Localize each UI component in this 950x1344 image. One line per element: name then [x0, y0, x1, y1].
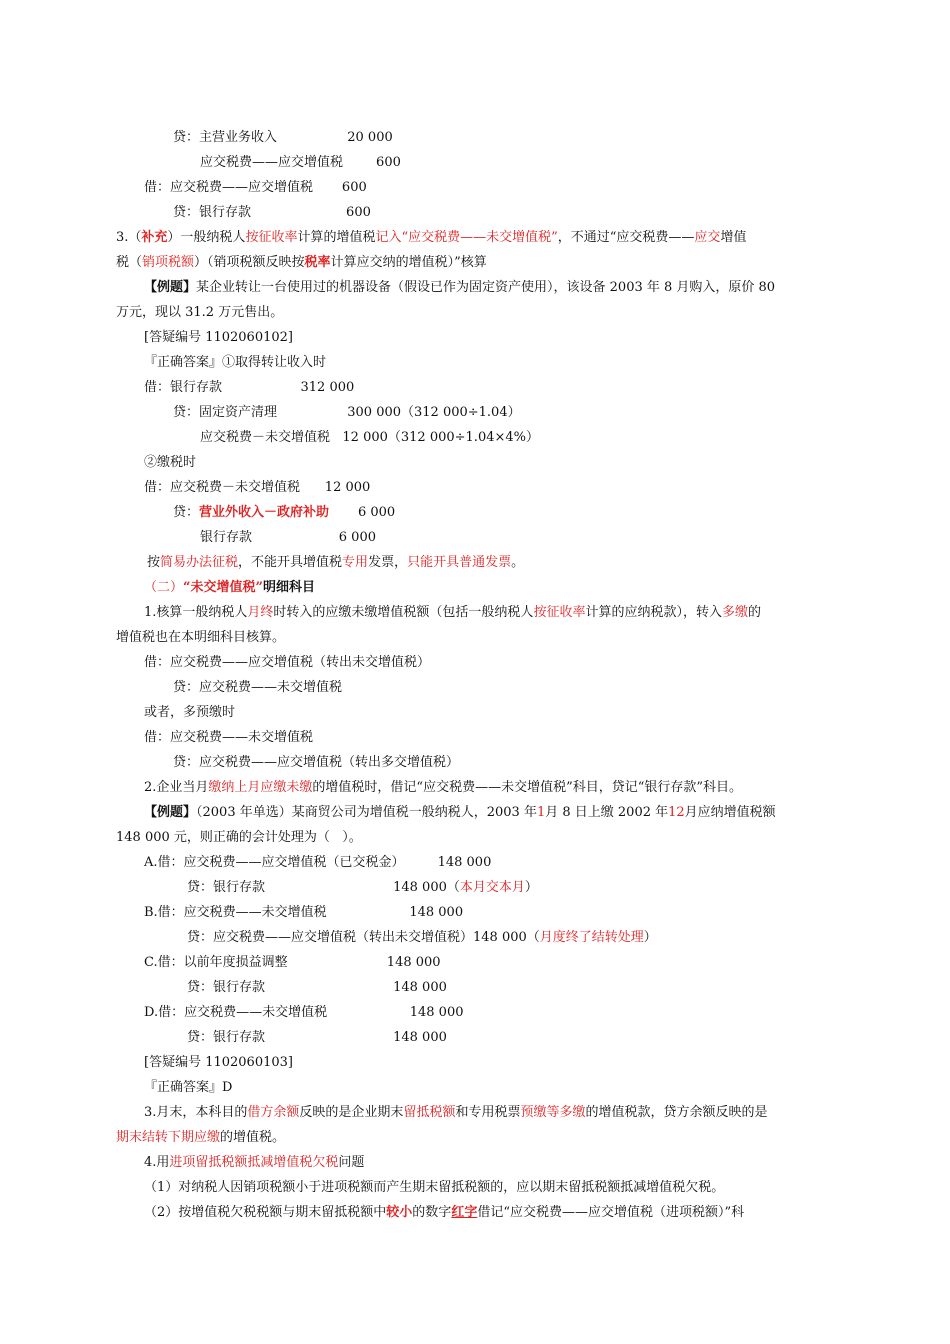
text-run: 某企业转让一台使用过的机器设备（假设已作为固定资产使用），该设备 2003 年 8 月购入，原价 80 — [196, 280, 776, 295]
text-run: ②缴税时 — [144, 455, 197, 470]
text-line — [144, 1054, 293, 1072]
text-run: A.借：应交税费——应交增值税（已交税金） 148 000 — [144, 855, 492, 870]
text-run: ）一般纳税人 — [167, 230, 246, 245]
highlighted-text: 借方余额 — [247, 1105, 300, 1120]
text-line — [144, 279, 775, 297]
text-run: 月 8 日上缴 2002 年 — [545, 805, 669, 820]
text-run: ）（销项税额反映按 — [194, 255, 305, 270]
text-line — [144, 654, 430, 672]
text-line — [147, 554, 524, 572]
text-line — [144, 354, 326, 372]
text-line — [187, 929, 657, 947]
text-run: B.借：应交税费——未交增值税 148 000 — [144, 905, 464, 920]
text-line — [144, 954, 441, 972]
text-run: 或者，多预缴时 — [144, 705, 236, 720]
text-line — [200, 429, 539, 447]
text-run: 万元，现以 31.2 万元售出。 — [116, 305, 284, 320]
text-run: （2003 年单选）某商贸公司为增值税一般纳税人，2003 年 — [196, 805, 537, 820]
highlighted-text: 专用 — [342, 555, 369, 570]
text-line — [144, 854, 491, 872]
highlighted-text: 补充 — [141, 230, 168, 245]
text-run: 贷：应交税费——应交增值税（转出未交增值税）148 000（ — [187, 930, 540, 945]
text-run: 贷：应交税费——应交增值税（转出多交增值税） — [173, 755, 460, 770]
highlighted-text: 销项税额 — [142, 255, 195, 270]
text-line — [144, 479, 370, 497]
text-run: 3.（ — [116, 230, 142, 245]
text-run: 的增值税款，贷方余额反映的是 — [585, 1105, 768, 1120]
text-line — [173, 404, 521, 422]
highlighted-text: 【例题】 — [144, 280, 197, 295]
text-run: 『正确答案』①取得转让收入时 — [144, 355, 327, 370]
highlighted-text: 只能开具普通发票 — [407, 555, 512, 570]
highlighted-text: 12 — [668, 805, 685, 820]
text-line — [144, 329, 293, 347]
highlighted-text: 较小 — [386, 1205, 413, 1220]
text-run: 计算应交纳的增值税）”核算 — [330, 255, 487, 270]
text-line — [144, 179, 367, 197]
text-run: 借：应交税费——应交增值税（转出未交增值税） — [144, 655, 431, 670]
text-run: 月应纳增值税额 — [684, 805, 776, 820]
text-run: 4.用 — [144, 1155, 170, 1170]
text-line — [144, 779, 742, 797]
text-run: 贷：银行存款 148 000（ — [187, 880, 460, 895]
text-run: ） — [524, 880, 538, 895]
text-line — [144, 604, 761, 622]
text-run: 银行存款 6 000 — [200, 530, 376, 545]
text-line — [116, 254, 487, 272]
highlighted-text: 简易办法征税 — [160, 555, 239, 570]
text-line — [173, 504, 395, 522]
text-line — [144, 579, 315, 597]
text-run: 的 — [747, 605, 761, 620]
text-run: 发票， — [368, 555, 408, 570]
highlighted-text: 留抵税额 — [403, 1105, 456, 1120]
highlighted-text: 应交 — [694, 230, 721, 245]
highlighted-text: 记入“应交税费——未交增值税” — [375, 230, 558, 245]
text-run: 。 — [511, 555, 525, 570]
text-run: ） — [643, 930, 657, 945]
text-run: 税（ — [116, 255, 143, 270]
text-run: 借：银行存款 312 000 — [144, 380, 355, 395]
text-run: [答疑编号 1102060103] — [144, 1055, 293, 1070]
text-line — [116, 229, 746, 247]
text-run: 1.核算一般纳税人 — [144, 605, 248, 620]
text-line — [144, 1079, 232, 1097]
text-line — [144, 729, 313, 747]
text-line — [200, 529, 376, 547]
text-run: 计算的增值税 — [297, 230, 376, 245]
text-run: 148 000 元，则正确的会计处理为（ ）。 — [116, 830, 362, 845]
text-run: 应交税费－未交增值税 12 000（312 000÷1.04×4%） — [200, 430, 539, 445]
text-run: 贷：主营业务收入 20 000 — [173, 130, 393, 145]
text-run: 的数字 — [412, 1205, 452, 1220]
text-run: 贷：银行存款 148 000 — [187, 980, 447, 995]
highlighted-text: 进项留抵税额抵减增值税欠税 — [169, 1155, 339, 1170]
text-line — [116, 1129, 285, 1147]
text-run: 时转入的应缴未缴增值税额（包括一般纳税人 — [273, 605, 534, 620]
text-run: 反映的是企业期末 — [299, 1105, 404, 1120]
text-line — [144, 904, 463, 922]
highlighted-text: 按征收率 — [533, 605, 586, 620]
text-line — [144, 1154, 364, 1172]
text-line — [144, 704, 235, 722]
text-run: D.借：应交税费——未交增值税 148 000 — [144, 1005, 464, 1020]
text-line — [116, 304, 283, 322]
text-run: 和专用税票 — [455, 1105, 521, 1120]
text-run: 借：应交税费——应交增值税 600 — [144, 180, 367, 195]
text-run: 2.企业当月 — [144, 780, 209, 795]
highlighted-text: 月终 — [247, 605, 274, 620]
text-run: 增值税也在本明细科目核算。 — [116, 630, 286, 645]
highlighted-text: 月度终了结转处理 — [539, 930, 644, 945]
highlighted-text: 多缴 — [721, 605, 748, 620]
text-line — [144, 1104, 768, 1122]
text-run: 借：应交税费——未交增值税 — [144, 730, 314, 745]
highlighted-text: 预缴等多缴 — [520, 1105, 586, 1120]
text-line — [173, 679, 342, 697]
highlighted-text: “未交增值税” — [183, 580, 263, 595]
highlighted-text: 营业外收入－政府补助 — [199, 505, 330, 520]
text-line — [200, 154, 401, 172]
text-run: [答疑编号 1102060102] — [144, 330, 293, 345]
highlighted-text: （二） — [144, 580, 184, 595]
text-run: 问题 — [338, 1155, 365, 1170]
text-run: 贷：银行存款 600 — [173, 205, 371, 220]
text-line — [116, 629, 285, 647]
text-line — [144, 1004, 464, 1022]
text-run: C.借：以前年度损益调整 148 000 — [144, 955, 441, 970]
text-line — [144, 379, 354, 397]
highlighted-text: 【例题】 — [144, 805, 197, 820]
text-line — [187, 1029, 447, 1047]
text-run: 借记“应交税费——应交增值税（进项税额）”科 — [477, 1205, 745, 1220]
text-line — [187, 879, 538, 897]
text-run: 3.月末，本科目的 — [144, 1105, 248, 1120]
text-run: 贷：银行存款 148 000 — [187, 1030, 447, 1045]
text-run: 计算的应纳税款），转入 — [585, 605, 722, 620]
highlighted-text: 税率 — [304, 255, 331, 270]
highlighted-text: 明细科目 — [262, 580, 315, 595]
highlighted-text: 缴纳上月应缴未缴 — [208, 780, 313, 795]
highlighted-text: 本月交本月 — [459, 880, 525, 895]
highlighted-text: 1 — [536, 805, 546, 820]
text-line — [144, 454, 196, 472]
text-run: 增值 — [720, 230, 747, 245]
text-run: （1）对纳税人因销项税额小于进项税额而产生期末留抵税额的，应以期末留抵税额抵减增值税欠税。 — [144, 1180, 725, 1195]
text-run: ，不通过“应交税费—— — [557, 230, 695, 245]
text-run: 6 000 — [329, 505, 396, 520]
text-line — [173, 129, 393, 147]
text-run: ，不能开具增值税 — [238, 555, 343, 570]
text-run: （2）按增值税欠税税额与期末留抵税额中 — [144, 1205, 387, 1220]
text-run: 借：应交税费－未交增值税 12 000 — [144, 480, 371, 495]
text-run: 贷： — [173, 505, 200, 520]
text-run: 的增值税时，借记“应交税费——未交增值税”科目，贷记“银行存款”科目。 — [312, 780, 743, 795]
text-line — [144, 1204, 744, 1222]
highlighted-text: 按征收率 — [245, 230, 298, 245]
highlighted-text: 红字 — [451, 1205, 478, 1220]
text-line — [187, 979, 447, 997]
text-run: 贷：固定资产清理 300 000（312 000÷1.04） — [173, 405, 521, 420]
text-line — [116, 829, 362, 847]
text-line — [144, 804, 776, 822]
text-run: 的增值税。 — [220, 1130, 286, 1145]
text-run: 贷：应交税费——未交增值税 — [173, 680, 343, 695]
text-line — [173, 754, 459, 772]
text-run: 『正确答案』D — [144, 1080, 233, 1095]
text-line — [173, 204, 371, 222]
text-line — [144, 1179, 724, 1197]
text-run: 应交税费——应交增值税 600 — [200, 155, 401, 170]
highlighted-text: 期末结转下期应缴 — [116, 1130, 221, 1145]
text-run: 按 — [147, 555, 161, 570]
